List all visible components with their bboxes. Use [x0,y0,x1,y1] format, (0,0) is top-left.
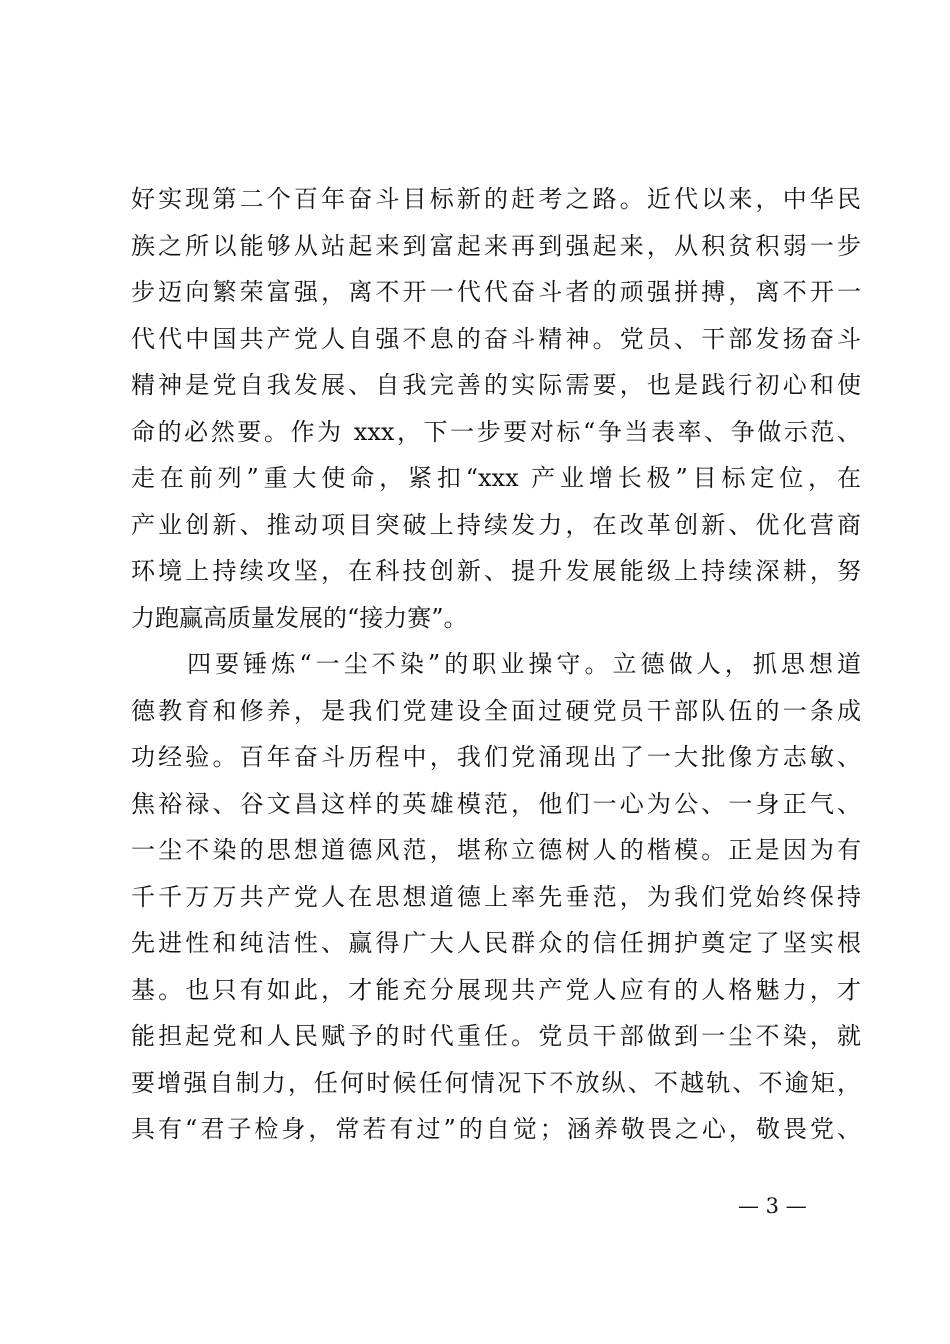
text-line: 代代中国共产党人自强不息的奋斗精神。党员、干部发扬奋斗 [131,324,861,353]
text-line: 环境上持续攻坚，在科技创新、提升发展能级上持续深耕，努 [131,557,861,585]
text-line: 基。也只有如此，才能充分展现共产党人应有的人格魅力，才 [131,975,861,1004]
text-line: 步迈向繁荣富强，离不开一代代奋斗者的顽强拼搏，离不开一 [131,278,861,306]
text-line: 要增强自制力，任何时候任何情况下不放纵、不越轨、不逾矩， [131,1068,861,1097]
text-line: 精神是党自我发展、自我完善的实际需要，也是践行初心和使 [131,371,861,399]
text-line: 焦裕禄、谷文昌这样的英雄模范，他们一心为公、一身正气、 [131,789,861,818]
text-line: 好实现第二个百年奋斗目标新的赶考之路。近代以来，中华民 [131,185,861,213]
page-number: — 3 — [738,1194,807,1218]
text-line: 千千万万共产党人在思想道德上率先垂范，为我们党始终保持 [131,882,861,911]
text-line: 德教育和修养，是我们党建设全面过硬党员干部队伍的一条成 [131,696,861,725]
text-line: 具有“君子检身，常若有过”的自觉；涵养敬畏之心，敬畏党、 [131,1115,861,1143]
text-line: 命的必然要。作为 xxx，下一步要对标“争当表率、争做示范、 [131,417,861,446]
text-line: 能担起党和人民赋予的时代重任。党员干部做到一尘不染，就 [131,1022,861,1050]
text-line: 力跑赢高质量发展的“接力赛”。 [131,603,468,632]
body-text [131,176,861,1153]
text-line: 功经验。百年奋斗历程中，我们党涌现出了一大批像方志敏、 [131,743,861,771]
text-line: 族之所以能够从站起来到富起来再到强起来，从积贫积弱一步 [131,231,861,260]
text-line: 走在前列”重大使命，紧扣“xxx 产业增长极”目标定位，在 [131,464,861,492]
text-line: 先进性和纯洁性、赢得广大人民群众的信任拥护奠定了坚实根 [131,929,861,957]
text-line: 四要锤炼“一尘不染”的职业操守。立德做人，抓思想道 [131,650,861,678]
text-line: 产业创新、推动项目突破上持续发力，在改革创新、优化营商 [131,510,861,539]
text-line: 一尘不染的思想道德风范，堪称立德树人的楷模。正是因为有 [131,836,861,864]
